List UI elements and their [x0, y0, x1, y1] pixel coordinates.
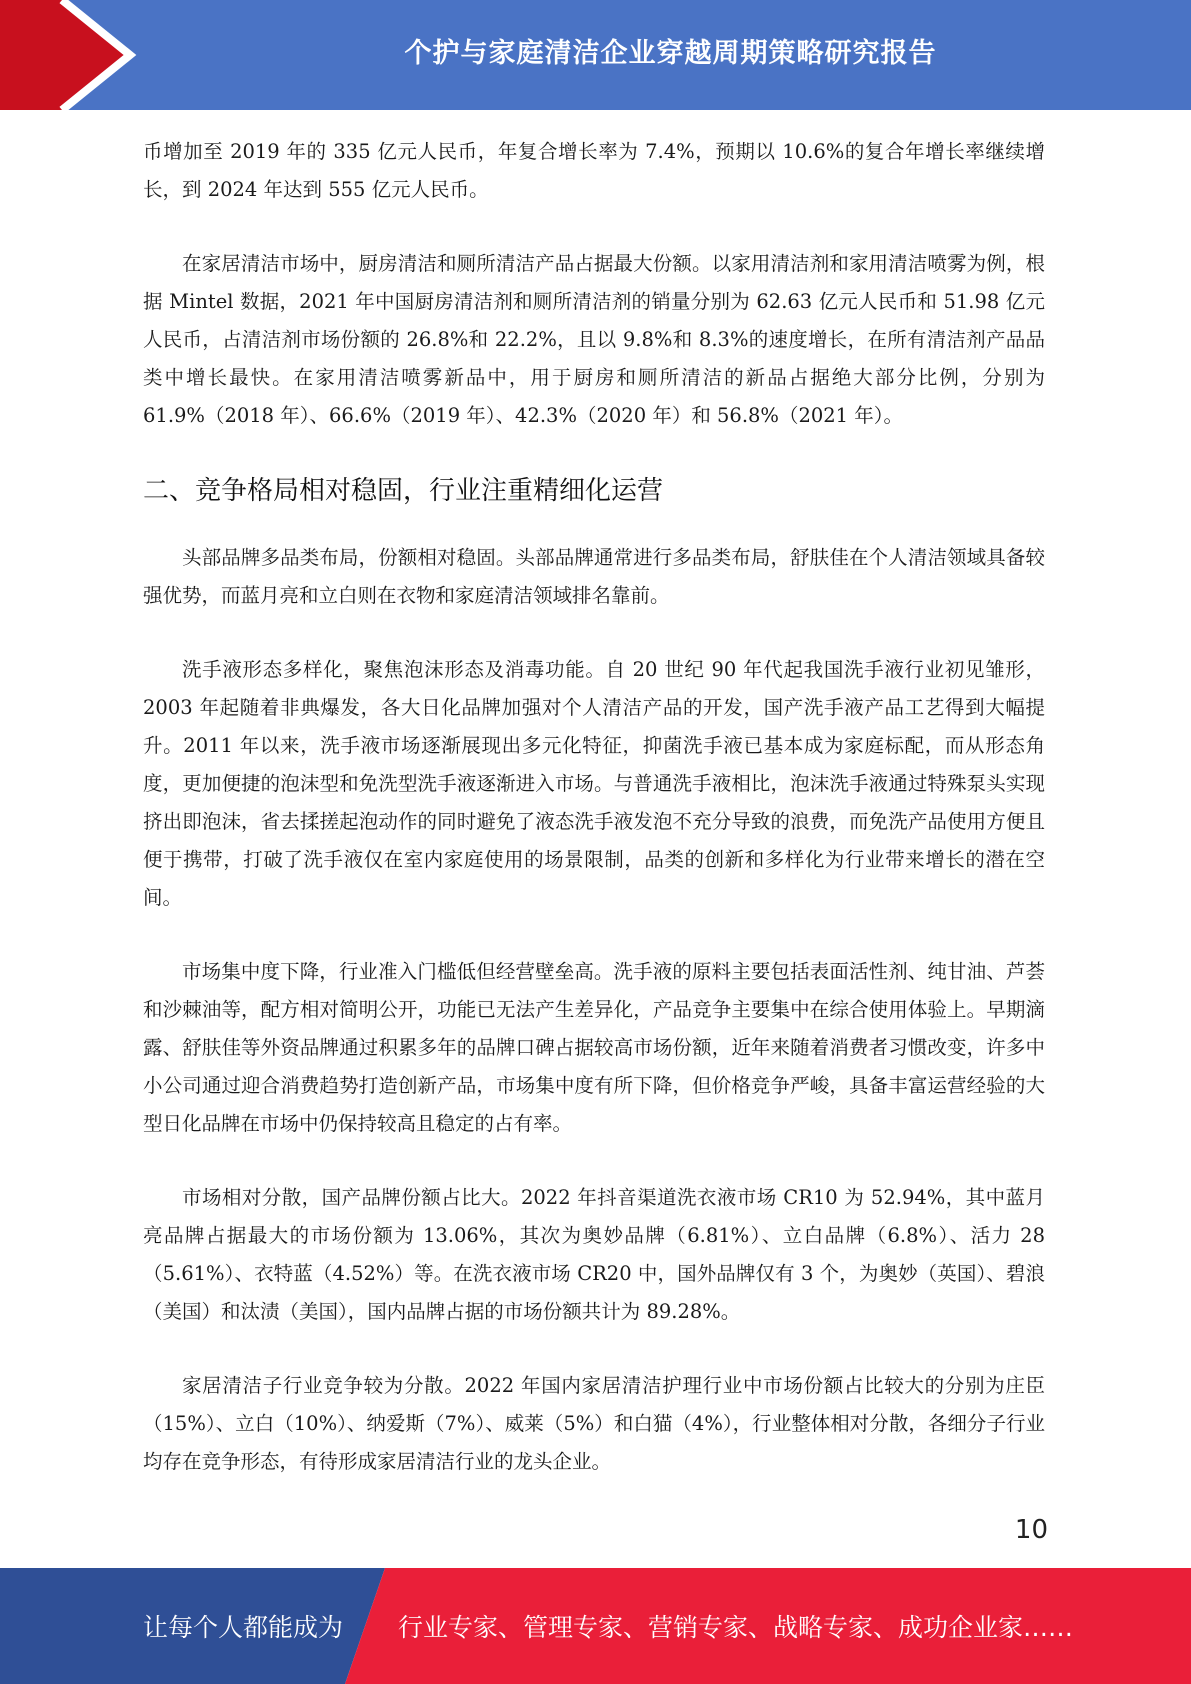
- paragraph: 市场集中度下降，行业准入门槛低但经营壁垒高。洗手液的原料主要包括表面活性剂、纯甘油、芦荟和沙棘油等，配方相对简明公开，功能已无法产生差异化，产品竞争主要集中在综合使用体验上。早期滴露、舒肤佳等外资品牌通过积累多年的品牌口碑占据较高市场份额，近年来随着消费者习惯改变，许多中小公司通过迎合消费趋势打造创新产品，市场集中度有所下降，但价格竞争严峻，具备丰富运营经验的大型日化品牌在市场中仍保持较高且稳定的占有率。: [143, 960, 1045, 1135]
- header-arrow-decoration: [0, 0, 150, 110]
- section-heading: 二、竞争格局相对稳固，行业注重精细化运营: [143, 476, 664, 506]
- footer-slogan-right: 行业专家、管理专家、营销专家、战略专家、成功企业家……: [398, 1613, 1074, 1642]
- header-band: [0, 0, 1191, 110]
- paragraph: 在家居清洁市场中，厨房清洁和厕所清洁产品占据最大份额。以家用清洁剂和家用清洁喷雾为例，根据 Mintel 数据，2021 年中国厨房清洁剂和厕所清洁剂的销量分别为 62.63 亿元人民币和 51.98 亿元人民币，占清洁剂市场份额的 26.8%和 22.2%，且以 9.8%和 8.3%的速度增长，在所有清洁剂产品品类中增长最快。在家用清洁喷雾新品中，用于厨房和厕所清洁的新品占据绝大部分比例，分别为 61.9%（2018 年）、66.6%（2019 年）、42.3%（2020 年）和 56.8%（2021 年）。: [143, 252, 1045, 427]
- paragraph: 头部品牌多品类布局，份额相对稳固。头部品牌通常进行多品类布局，舒肤佳在个人清洁领域具备较强优势，而蓝月亮和立白则在衣物和家庭清洁领域排名靠前。: [143, 546, 1045, 607]
- paragraph: 币增加至 2019 年的 335 亿元人民币，年复合增长率为 7.4%，预期以 10.6%的复合年增长率继续增长，到 2024 年达到 555 亿元人民币。: [143, 140, 1045, 201]
- footer-slogan-left: 让每个人都能成为: [143, 1613, 344, 1642]
- document-body: [143, 133, 1045, 1517]
- page-number: 10: [1014, 1515, 1048, 1545]
- paragraph: 家居清洁子行业竞争较为分散。2022 年国内家居清洁护理行业中市场份额占比较大的分别为庄臣（15%）、立白（10%）、纳爱斯（7%）、威莱（5%）和白猫（4%），行业整体相对分散，各细分子行业均存在竞争形态，有待形成家居清洁行业的龙头企业。: [143, 1374, 1045, 1473]
- paragraph: 洗手液形态多样化，聚焦泡沫形态及消毒功能。自 20 世纪 90 年代起我国洗手液行业初见雏形，2003 年起随着非典爆发，各大日化品牌加强对个人清洁产品的开发，国产洗手液产品工艺得到大幅提升。2011 年以来，洗手液市场逐渐展现出多元化特征，抑菌洗手液已基本成为家庭标配，而从形态角度，更加便捷的泡沫型和免洗型洗手液逐渐进入市场。与普通洗手液相比，泡沫洗手液通过特殊泵头实现挤出即泡沫，省去揉搓起泡动作的同时避免了液态洗手液发泡不充分导致的浪费，而免洗产品使用方便且便于携带，打破了洗手液仅在室内家庭使用的场景限制，品类的创新和多样化为行业带来增长的潜在空间。: [143, 658, 1045, 909]
- report-title: 个护与家庭清洁企业穿越周期策略研究报告: [404, 37, 937, 69]
- paragraph: 市场相对分散，国产品牌份额占比大。2022 年抖音渠道洗衣液市场 CR10 为 52.94%，其中蓝月亮品牌占据最大的市场份额为 13.06%，其次为奥妙品牌（6.81%）、立白品牌（6.8%）、活力 28（5.61%）、衣特蓝（4.52%）等。在洗衣液市场 CR20 中，国外品牌仅有 3 个，为奥妙（英国）、碧浪（美国）和汰渍（美国），国内品牌占据的市场份额共计为 89.28%。: [143, 1186, 1045, 1323]
- footer-band: [0, 1568, 1191, 1684]
